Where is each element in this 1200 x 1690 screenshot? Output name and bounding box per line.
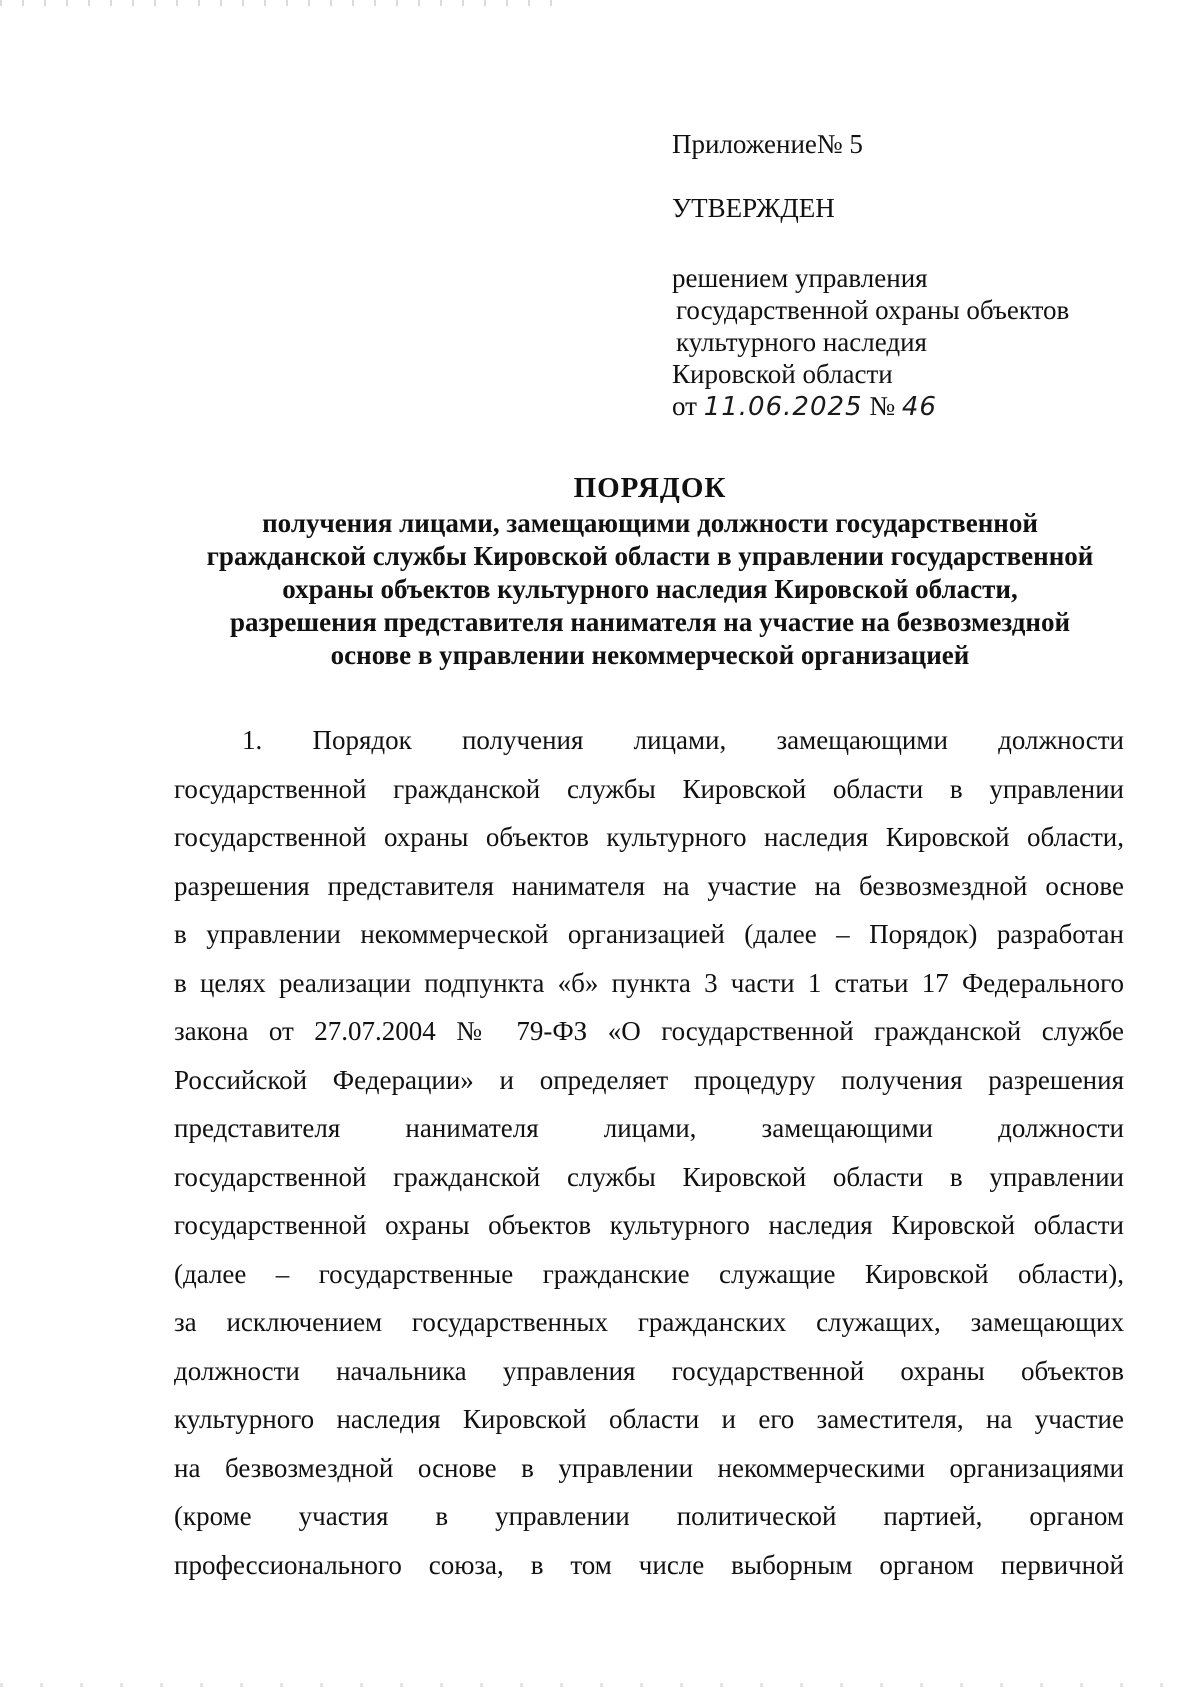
body-line: должности начальника управления государственной охраны объектов — [174, 1355, 1124, 1386]
number-label: № — [869, 391, 896, 421]
body-line: разрешения представителя нанимателя на участие на безвозмездной основе — [174, 870, 1124, 901]
title-line: охраны объектов культурного наследия Кировской области, — [282, 574, 1018, 604]
scan-artifact-top — [0, 0, 560, 6]
decision-date-line — [672, 390, 1152, 423]
body-line: государственной охраны объектов культурного наследия Кировской области, — [174, 822, 1124, 852]
decision-line: решением управления — [672, 263, 928, 293]
body-line: государственной охраны объектов культурного наследия Кировской области — [174, 1210, 1124, 1240]
decision-line: Кировской области — [672, 359, 893, 389]
body-line: на безвозмездной основе в управлении некоммерческими организациями — [174, 1452, 1124, 1483]
title-main: ПОРЯДОК — [573, 472, 727, 504]
body-line: в целях реализации подпункта «б» пункта 3 части 1 статьи 17 Федерального — [174, 967, 1124, 998]
body-line: Российской Федерации» и определяет процедуру получения разрешения — [174, 1064, 1124, 1095]
body-line: государственной гражданской службы Кировской области в управлении — [174, 773, 1124, 804]
body-line: профессионального союза, в том числе выборным органом первичной — [174, 1549, 1124, 1580]
title-line: основе в управлении некоммерческой организацией — [330, 640, 970, 670]
approved-label: УТВЕРЖДЕН — [672, 193, 835, 223]
approval-block — [672, 128, 1152, 423]
handwritten-date: 11.06.2025 — [703, 392, 863, 422]
body-line: государственной гражданской службы Кировской области в управлении — [174, 1161, 1124, 1192]
body-line: (далее – государственные гражданские служащие Кировской области), — [174, 1258, 1124, 1289]
body-line: культурного наследия Кировской области и его заместителя, на участие — [174, 1404, 1124, 1434]
body-line: (кроме участия в управлении политической партией, органом — [174, 1501, 1124, 1531]
body-line: за исключением государственных гражданских служащих, замещающих — [174, 1307, 1124, 1337]
decision-line: государственной охраны объектов — [676, 295, 1070, 325]
body-line: в управлении некоммерческой организацией (далее – Порядок) разработан — [174, 919, 1124, 949]
handwritten-number: 46 — [901, 392, 937, 422]
body-line: представителя нанимателя лицами, замещающими должности — [174, 1113, 1124, 1143]
title-line: разрешения представителя нанимателя на участие на безвозмездной — [229, 607, 1071, 637]
title-line: получения лицами, замещающими должности государственной — [262, 508, 1038, 538]
appendix-label: Приложение№ 5 — [672, 129, 863, 159]
decision-line: культурного наследия — [676, 327, 927, 357]
document-title — [150, 472, 1150, 672]
body-line: закона от 27.07.2004 № 79-ФЗ «О государственной гражданской службе — [174, 1016, 1124, 1046]
body-paragraph — [174, 716, 1124, 1589]
date-prefix: от — [672, 391, 697, 421]
title-line: гражданской службы Кировской области в управлении государственной — [206, 541, 1094, 571]
scan-artifact-bottom — [0, 1683, 1200, 1687]
body-line: 1. Порядок получения лицами, замещающими должности — [242, 725, 1124, 755]
